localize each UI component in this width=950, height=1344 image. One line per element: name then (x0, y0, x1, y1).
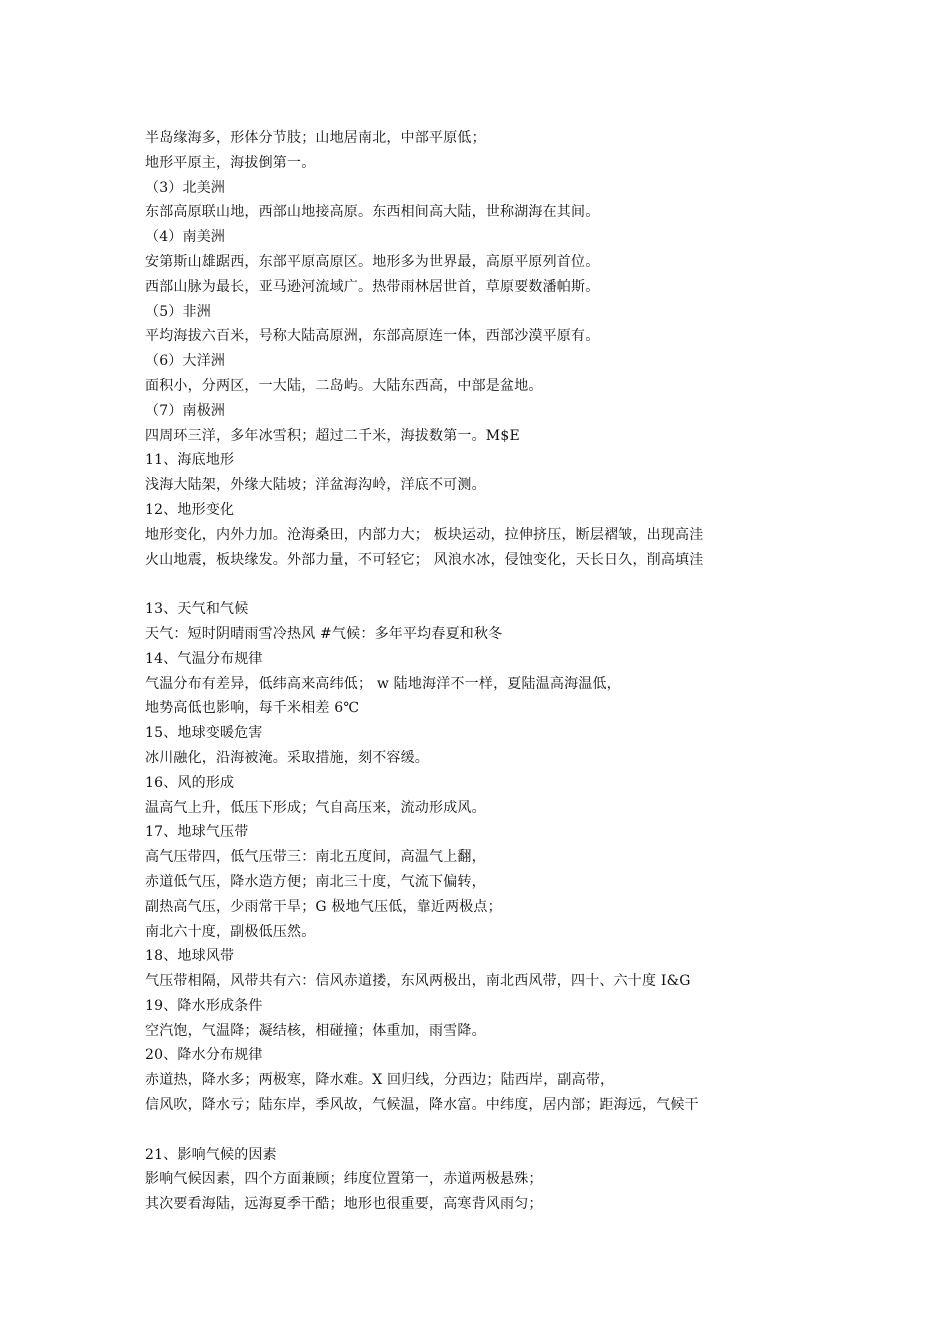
text-line: 副热高气压，少雨常干旱；G 极地气压低，靠近两极点； (145, 898, 502, 915)
section-heading: 18、地球风带 (145, 948, 235, 965)
text-line: 赤道低气压，降水造方便；南北三十度，气流下偏转， (145, 873, 486, 890)
section-heading: 14、气温分布规律 (145, 650, 263, 667)
text-line: 赤道热，降水多；两极寒，降水难。X 回归线，分西边；陆西岸，副高带， (145, 1072, 615, 1089)
text-line: 天气：短时阴晴雨雪冷热风 #气候：多年平均春夏和秋冬 (145, 625, 503, 642)
section-heading: 21、影响气候的因素 (145, 1146, 277, 1163)
text-line: 冰川融化，沿海被淹。采取措施，刻不容缓。 (145, 749, 429, 766)
text-line: 其次要看海陆，远海夏季干酷；地形也很重要，高寒背风雨匀； (145, 1196, 543, 1213)
section-heading: 13、天气和气候 (145, 601, 249, 618)
text-line: 空汽饱，气温降；凝结核，相碰撞；体重加，雨雪降。 (145, 1022, 486, 1039)
text-line: 气温分布有差异，低纬高来高纬低； w 陆地海洋不一样，夏陆温高海温低， (145, 675, 621, 692)
section-heading: 16、风的形成 (145, 774, 235, 791)
text-line: 地形变化，内外力加。沧海桑田，内部力大； 板块运动，拉伸挤压，断层褶皱，出现高洼 (145, 526, 704, 543)
text-line: 安第斯山雄踞西，东部平原高原区。地形多为世界最，高原平原列首位。 (145, 253, 600, 270)
blank-line (145, 1118, 825, 1143)
section-heading: （3）北美洲 (145, 179, 226, 196)
text-line: 南北六十度，副极低压然。 (145, 923, 316, 940)
text-line: 浅海大陆架，外缘大陆坡；洋盆海沟岭，洋底不可测。 (145, 477, 486, 494)
section-heading: （4）南美洲 (145, 229, 226, 246)
section-heading: 11、海底地形 (145, 452, 235, 469)
text-line: 信风吹，降水亏；陆东岸，季风故，气候温，降水富。中纬度，居内部；距海远，气候干 (145, 1097, 699, 1114)
section-heading: （5）非洲 (145, 303, 211, 320)
text-line: 西部山脉为最长，亚马逊河流域广。热带雨林居世首，草原要数潘帕斯。 (145, 278, 600, 295)
text-line: 气压带相隔，风带共有六：信风赤道搂，东风两极出，南北西风带，四十、六十度 I&G (145, 973, 691, 990)
text-line: 影响气候因素，四个方面兼顾；纬度位置第一，赤道两极悬殊； (145, 1171, 543, 1188)
document-body (145, 126, 825, 1217)
text-line: 四周环三洋，多年冰雪积；超过二千米，海拔数第一。M$E (145, 427, 520, 444)
section-heading: 12、地形变化 (145, 501, 235, 518)
text-line: 半岛缘海多，形体分节肢；山地居南北，中部平原低； (145, 130, 486, 146)
text-line: 面积小，分两区，一大陆，二岛屿。大陆东西高，中部是盆地。 (145, 377, 543, 394)
section-heading: 19、降水形成条件 (145, 997, 263, 1014)
text-line: 火山地震，板块缘发。外部力量，不可轻它； 风浪水冰，侵蚀变化，天长日久，削高填洼 (145, 551, 704, 568)
text-line: 平均海拔六百米，号称大陆高原洲，东部高原连一体，西部沙漠平原有。 (145, 328, 600, 345)
blank-line (145, 572, 825, 597)
text-line: 地势高低也影响，每千米相差 6℃ (145, 700, 360, 717)
section-heading: （6）大洋洲 (145, 353, 226, 370)
section-heading: 17、地球气压带 (145, 824, 249, 841)
text-line: 东部高原联山地，西部山地接高原。东西相间高大陆，世称湖海在其间。 (145, 204, 600, 221)
text-line: 高气压带四，低气压带三：南北五度间，高温气上翻， (145, 849, 486, 866)
section-heading: 20、降水分布规律 (145, 1047, 263, 1064)
text-line: 地形平原主，海拔倒第一。 (145, 154, 316, 171)
section-heading: （7）南极洲 (145, 402, 226, 419)
text-line: 温高气上升，低压下形成；气自高压来，流动形成风。 (145, 799, 486, 816)
section-heading: 15、地球变暖危害 (145, 725, 263, 742)
